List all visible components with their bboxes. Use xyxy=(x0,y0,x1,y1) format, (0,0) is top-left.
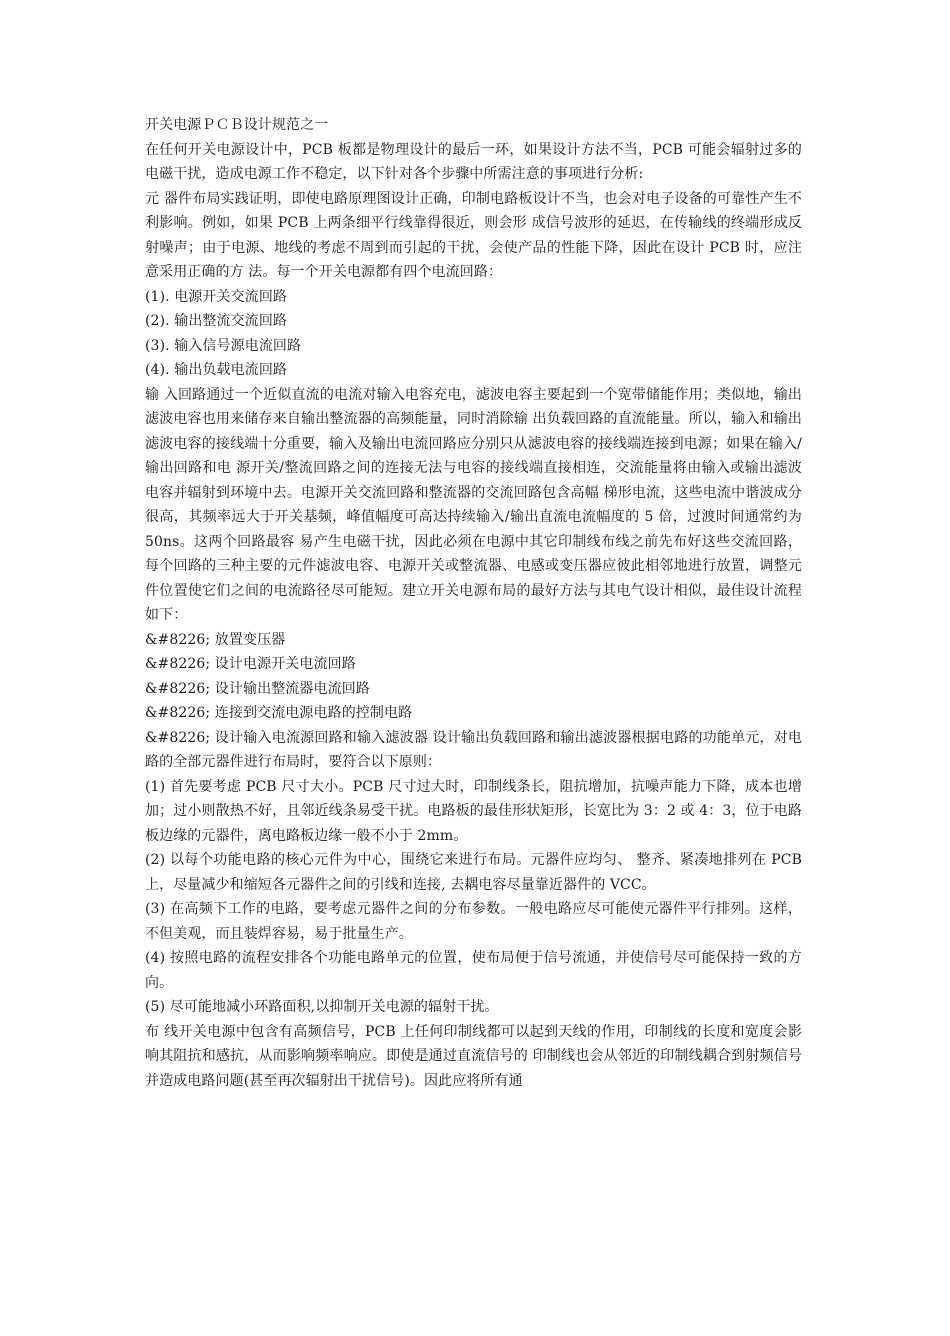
principle-item: (2) 以每个功能电路的核心元件为中心，围绕它来进行布局。元器件应均匀、 整齐、紧凑地排列在 PCB 上，尽量减少和缩短各元器件之间的引线和连接, 去耦电容尽量靠近器件的 VCC。 xyxy=(145,852,802,893)
flow-item: &#8226; 连接到交流电源电路的控制电路 xyxy=(145,705,413,721)
document-body xyxy=(145,113,802,1093)
principle-item: (5) 尽可能地减小环路面积,以抑制开关电源的辐射干扰。 xyxy=(145,999,499,1015)
flow-item-last: &#8226; 设计输入电流源回路和输入滤波器 设计输出负载回路和输出滤波器根据电路的功能单元，对电路的全部元器件进行布局时，要符合以下原则： xyxy=(145,729,802,770)
principle-item: (4) 按照电路的流程安排各个功能电路单元的位置，使布局便于信号流通，并使信号尽可能保持一致的方向。 xyxy=(145,950,802,991)
document-title: 开关电源ＰＣＢ设计规范之一 xyxy=(145,117,329,133)
flow-item: &#8226; 设计电源开关电流回路 xyxy=(145,656,356,672)
input-loop-paragraph: 输 入回路通过一个近似直流的电流对输入电容充电，滤波电容主要起到一个宽带储能作用；类似地，输出滤波电容也用来储存来自输出整流器的高频能量，同时消除输 出负载回路的直流能量。所以，输入和输出滤波电容的接线端十分重要，输入及输出电流回路应分别只从滤波电容的接线端连接到电源；如果在输入/输出回路和电 源开关/整流回路之间的连接无法与电容的接线端直接相连，交流能量将由输入或输出滤波电容并辐射到环境中去。电源开关交流回路和整流器的交流回路包含高幅 梯形电流，这些电流中谐波成分很高，其频率远大于开关基频，峰值幅度可高达持续输入/输出直流电流幅度的 5 倍，过渡时间通常约为 50ns。这两个回路最容 易产生电磁干扰，因此必须在电源中其它印制线布线之前先布好这些交流回路，每个回路的三种主要的元件滤波电容、电源开关或整流器、电感或变压器应彼此相邻地进行放置，调整元件位置使它们之间的电流路径尽可能短。建立开关电源布局的最好方法与其电气设计相似，最佳设计流程如下： xyxy=(145,386,802,623)
flow-item: &#8226; 设计输出整流器电流回路 xyxy=(145,680,370,697)
principle-item: (1) 首先要考虑 PCB 尺寸大小。PCB 尺寸过大时，印制线条长，阻抗增加，抗噪声能力下降，成本也增加；过小则散热不好，且邻近线条易受干扰。电路板的最佳形状矩形，长宽比为 3：2 或 4：3，位于电路板边缘的元器件，离电路板边缘一般不小于 2mm。 xyxy=(145,778,802,844)
loop-item: (2). 输出整流交流回路 xyxy=(145,313,288,329)
loop-item: (1). 电源开关交流回路 xyxy=(145,288,288,305)
flow-item: &#8226; 放置变压器 xyxy=(145,631,286,648)
loop-item: (4). 输出负载电流回路 xyxy=(145,362,288,378)
wiring-paragraph: 布 线开关电源中包含有高频信号，PCB 上任何印制线都可以起到天线的作用，印制线的长度和宽度会影响其阻抗和感抗，从而影响频率响应。即使是通过直流信号的 印制线也会从邻近的印制线耦合到射频信号并造成电路问题(甚至再次辐射出干扰信号)。因此应将所有通 xyxy=(145,1023,802,1089)
intro-paragraph: 在任何开关电源设计中，PCB 板都是物理设计的最后一环，如果设计方法不当，PCB 可能会辐射过多的电磁干扰，造成电源工作不稳定，以下针对各个步骤中所需注意的事项进行分析: xyxy=(145,141,802,182)
loop-item: (3). 输入信号源电流回路 xyxy=(145,337,302,354)
layout-paragraph: 元 器件布局实践证明，即使电路原理图设计正确，印制电路板设计不当，也会对电子设备的可靠性产生不利影响。例如，如果 PCB 上两条细平行线靠得很近，则会形 成信号波形的延迟，在传输线的终端形成反射噪声；由于电源、地线的考虑不周到而引起的干扰，会使产品的性能下降，因此在设计 PCB 时，应注意采用正确的方 法。每一个开关电源都有四个电流回路： xyxy=(145,190,802,280)
principle-item: (3) 在高频下工作的电路，要考虑元器件之间的分布参数。一般电路应尽可能使元器件平行排列。这样，不但美观，而且装焊容易，易于批量生产。 xyxy=(145,901,802,942)
